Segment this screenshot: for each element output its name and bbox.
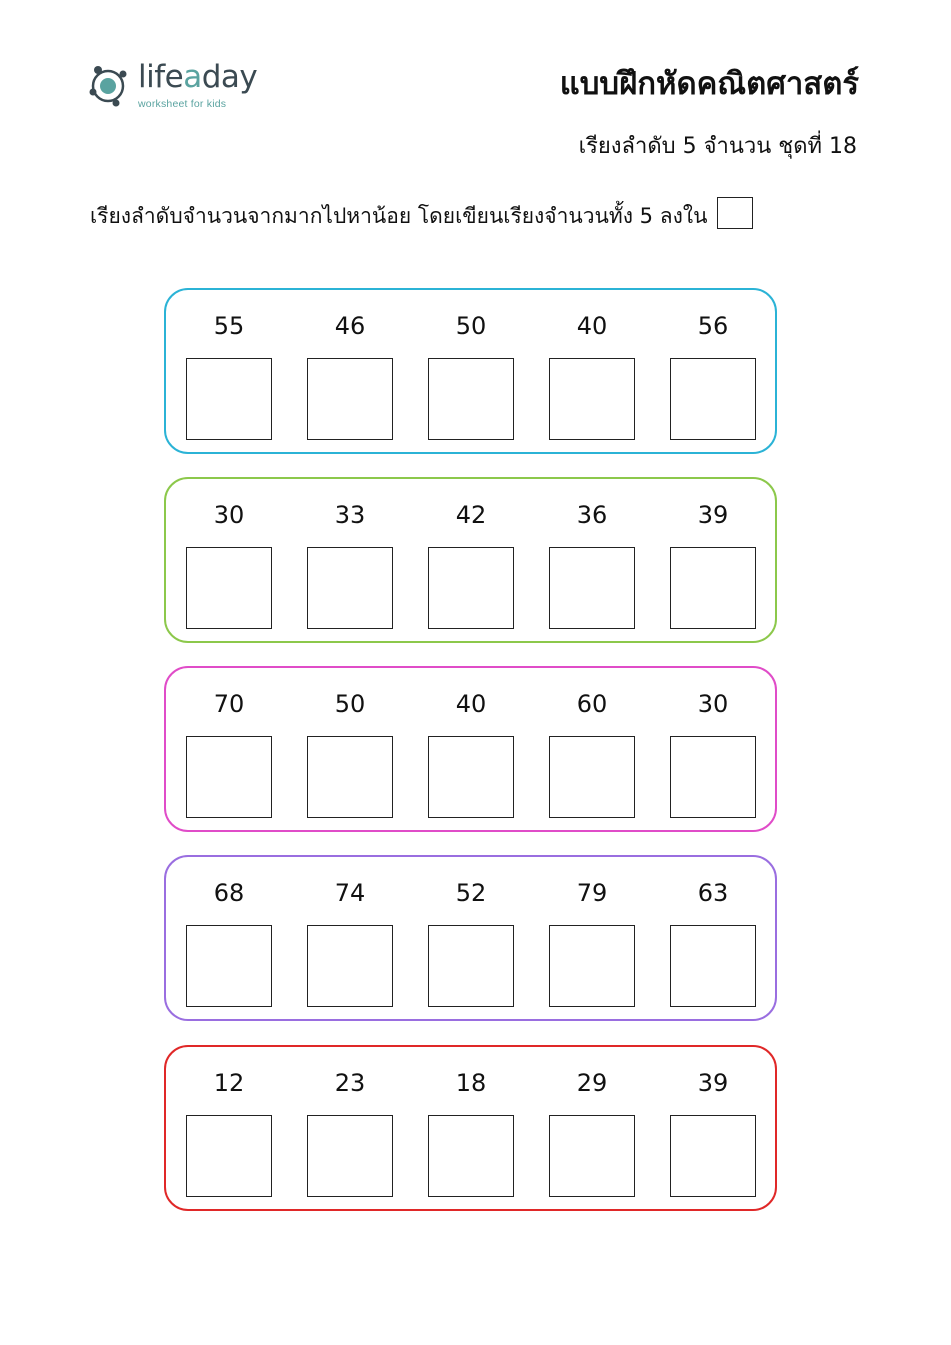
number-label: 46 (334, 312, 366, 340)
answer-box[interactable] (549, 925, 635, 1007)
exercise-cell (428, 1047, 514, 1213)
answer-box[interactable] (670, 547, 756, 629)
number-label: 40 (455, 690, 487, 718)
exercise-row (164, 855, 777, 1021)
number-label: 36 (576, 501, 608, 529)
instruction-example-box (717, 197, 753, 229)
exercise-cell (307, 668, 393, 834)
answer-box[interactable] (549, 358, 635, 440)
page-title: แบบฝึกหัดคณิตศาสตร์ (559, 66, 859, 102)
answer-box[interactable] (549, 1115, 635, 1197)
molecule-logo-icon (86, 60, 136, 114)
number-label: 79 (576, 879, 608, 907)
exercise-cell (549, 479, 635, 645)
answer-box[interactable] (307, 1115, 393, 1197)
exercise-cell (549, 668, 635, 834)
exercise-cell (307, 479, 393, 645)
exercise-cell (428, 857, 514, 1023)
exercise-cell (186, 857, 272, 1023)
instruction-text: เรียงลำดับจำนวนจากมากไปหาน้อย โดยเขียนเรียงจำนวนทั้ง 5 ลงใน (90, 204, 708, 228)
number-label: 63 (697, 879, 729, 907)
answer-box[interactable] (428, 736, 514, 818)
answer-box[interactable] (428, 925, 514, 1007)
exercise-cell (670, 479, 756, 645)
exercise-cell (307, 290, 393, 456)
page-subtitle: เรียงลำดับ 5 จำนวน ชุดที่ 18 (578, 134, 857, 159)
exercise-row (164, 477, 777, 643)
answer-box[interactable] (186, 547, 272, 629)
answer-box[interactable] (186, 1115, 272, 1197)
exercise-cell (186, 668, 272, 834)
number-label: 52 (455, 879, 487, 907)
exercise-cell (428, 479, 514, 645)
exercise-row (164, 1045, 777, 1211)
number-label: 40 (576, 312, 608, 340)
number-label: 30 (213, 501, 245, 529)
exercise-cell (549, 290, 635, 456)
brand-tagline: worksheet for kids (138, 98, 227, 110)
answer-box[interactable] (670, 1115, 756, 1197)
number-label: 30 (697, 690, 729, 718)
exercise-cell (670, 1047, 756, 1213)
answer-box[interactable] (428, 547, 514, 629)
answer-box[interactable] (428, 358, 514, 440)
brand-logo (86, 60, 286, 116)
exercise-cell (428, 668, 514, 834)
answer-box[interactable] (670, 925, 756, 1007)
number-label: 56 (697, 312, 729, 340)
exercise-cell (549, 1047, 635, 1213)
answer-box[interactable] (549, 736, 635, 818)
exercise-cell (670, 290, 756, 456)
number-label: 33 (334, 501, 366, 529)
exercise-cell (670, 668, 756, 834)
exercise-cell (186, 290, 272, 456)
number-label: 50 (455, 312, 487, 340)
number-label: 50 (334, 690, 366, 718)
number-label: 74 (334, 879, 366, 907)
exercise-cell (186, 1047, 272, 1213)
number-label: 60 (576, 690, 608, 718)
answer-box[interactable] (186, 925, 272, 1007)
number-label: 55 (213, 312, 245, 340)
instruction (90, 200, 753, 233)
brand-name: lifeaday (138, 59, 258, 95)
number-label: 68 (213, 879, 245, 907)
exercise-row (164, 288, 777, 454)
answer-box[interactable] (307, 736, 393, 818)
exercise-row (164, 666, 777, 832)
exercise-cell (428, 290, 514, 456)
answer-box[interactable] (428, 1115, 514, 1197)
answer-box[interactable] (670, 358, 756, 440)
answer-box[interactable] (186, 358, 272, 440)
answer-box[interactable] (670, 736, 756, 818)
answer-box[interactable] (307, 547, 393, 629)
number-label: 39 (697, 501, 729, 529)
exercise-cell (186, 479, 272, 645)
number-label: 29 (576, 1069, 608, 1097)
exercise-cell (307, 1047, 393, 1213)
number-label: 12 (213, 1069, 245, 1097)
answer-box[interactable] (186, 736, 272, 818)
answer-box[interactable] (307, 925, 393, 1007)
answer-box[interactable] (307, 358, 393, 440)
exercise-cell (307, 857, 393, 1023)
number-label: 42 (455, 501, 487, 529)
number-label: 23 (334, 1069, 366, 1097)
number-label: 70 (213, 690, 245, 718)
number-label: 39 (697, 1069, 729, 1097)
exercise-cell (549, 857, 635, 1023)
answer-box[interactable] (549, 547, 635, 629)
exercise-cell (670, 857, 756, 1023)
number-label: 18 (455, 1069, 487, 1097)
